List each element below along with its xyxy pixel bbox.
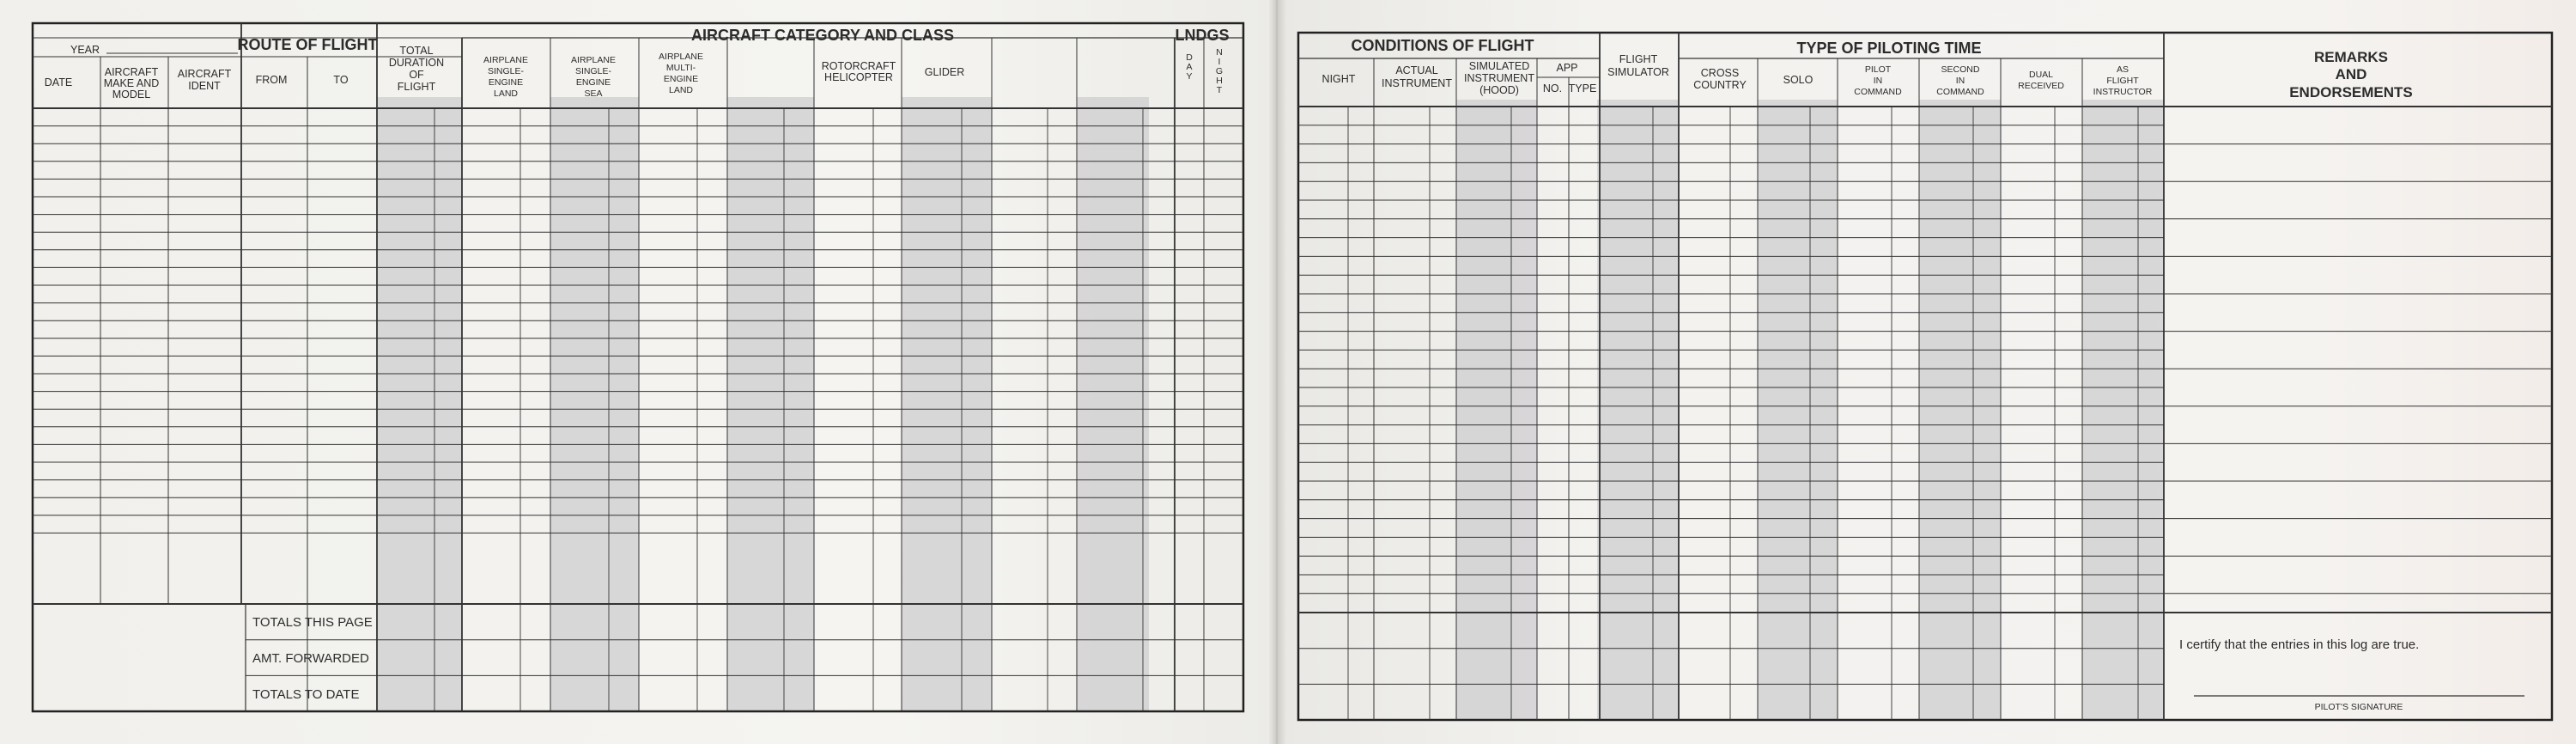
col-dual-received: DUAL RECEIVED (2018, 70, 2064, 91)
shaded-column (377, 97, 462, 711)
col-airplane-sel: AIRPLANE SINGLE-ENGINE LAND (483, 55, 528, 99)
col-airplane-ses: AIRPLANE SINGLE-ENGINE SEA (571, 55, 616, 99)
col-date: DATE (44, 76, 73, 88)
col-to: TO (333, 74, 349, 86)
left-shaded-columns (377, 97, 1149, 711)
route-of-flight-header: ROUTE OF FLIGHT (237, 36, 378, 53)
col-total-duration: TOTAL DURATION OF FLIGHT (388, 45, 445, 93)
col-glider: GLIDER (924, 66, 965, 78)
year-label: YEAR (70, 44, 100, 56)
shaded-column (1919, 100, 2001, 720)
aircraft-category-header: AIRCRAFT CATEGORY AND CLASS (691, 27, 954, 44)
col-actual-instrument: ACTUAL INSTRUMENT (1382, 64, 1452, 89)
shaded-column (1597, 100, 1679, 720)
shaded-column (550, 97, 639, 711)
col-solo: SOLO (1783, 74, 1814, 86)
shaded-column (1758, 100, 1838, 720)
col-pilot-in-command: PILOT IN COMMAND (1854, 64, 1902, 97)
shaded-column (727, 97, 814, 711)
col-flight-simulator: FLIGHT SIMULATOR (1607, 53, 1669, 78)
pilot-signature-label: PILOT'S SIGNATURE (2314, 702, 2403, 712)
col-app-no: NO. (1542, 82, 1563, 95)
col-landings-night: N I G H T (1215, 47, 1224, 95)
certify-statement: I certify that the entries in this log are true. (2179, 637, 2420, 652)
col-app: APP (1556, 62, 1578, 74)
col-night: NIGHT (1321, 73, 1356, 85)
landings-header: LNDGS (1175, 27, 1230, 44)
totals-this-page: TOTALS THIS PAGE (252, 615, 373, 630)
col-simulated-instrument: SIMULATED INSTRUMENT (HOOD) (1464, 60, 1534, 96)
shaded-column (1077, 97, 1149, 711)
shaded-column (1456, 100, 1537, 720)
col-rotorcraft: ROTORCRAFT HELICOPTER (821, 60, 896, 83)
col-as-flight-instructor: AS FLIGHT INSTRUCTOR (2093, 64, 2153, 97)
col-ident: AIRCRAFT IDENT (177, 68, 232, 92)
col-make-model: AIRCRAFT MAKE AND MODEL (103, 66, 160, 101)
col-second-in-command: SECOND IN COMMAND (1936, 64, 1984, 97)
shaded-column (2082, 100, 2164, 720)
shaded-column (902, 97, 992, 711)
col-from: FROM (255, 74, 288, 86)
conditions-of-flight-header: CONDITIONS OF FLIGHT (1351, 37, 1534, 54)
totals-to-date: TOTALS TO DATE (252, 687, 360, 702)
remarks-header: REMARKS AND ENDORSEMENTS (2289, 49, 2413, 101)
col-airplane-mel: AIRPLANE MULTI-ENGINE LAND (659, 52, 703, 95)
col-app-type: TYPE (1568, 82, 1597, 95)
col-landings-day: D A Y (1186, 52, 1193, 82)
type-of-piloting-time-header: TYPE OF PILOTING TIME (1796, 40, 1982, 57)
amount-forwarded: AMT. FORWARDED (252, 651, 369, 666)
col-cross-country: CROSS COUNTRY (1693, 67, 1747, 91)
